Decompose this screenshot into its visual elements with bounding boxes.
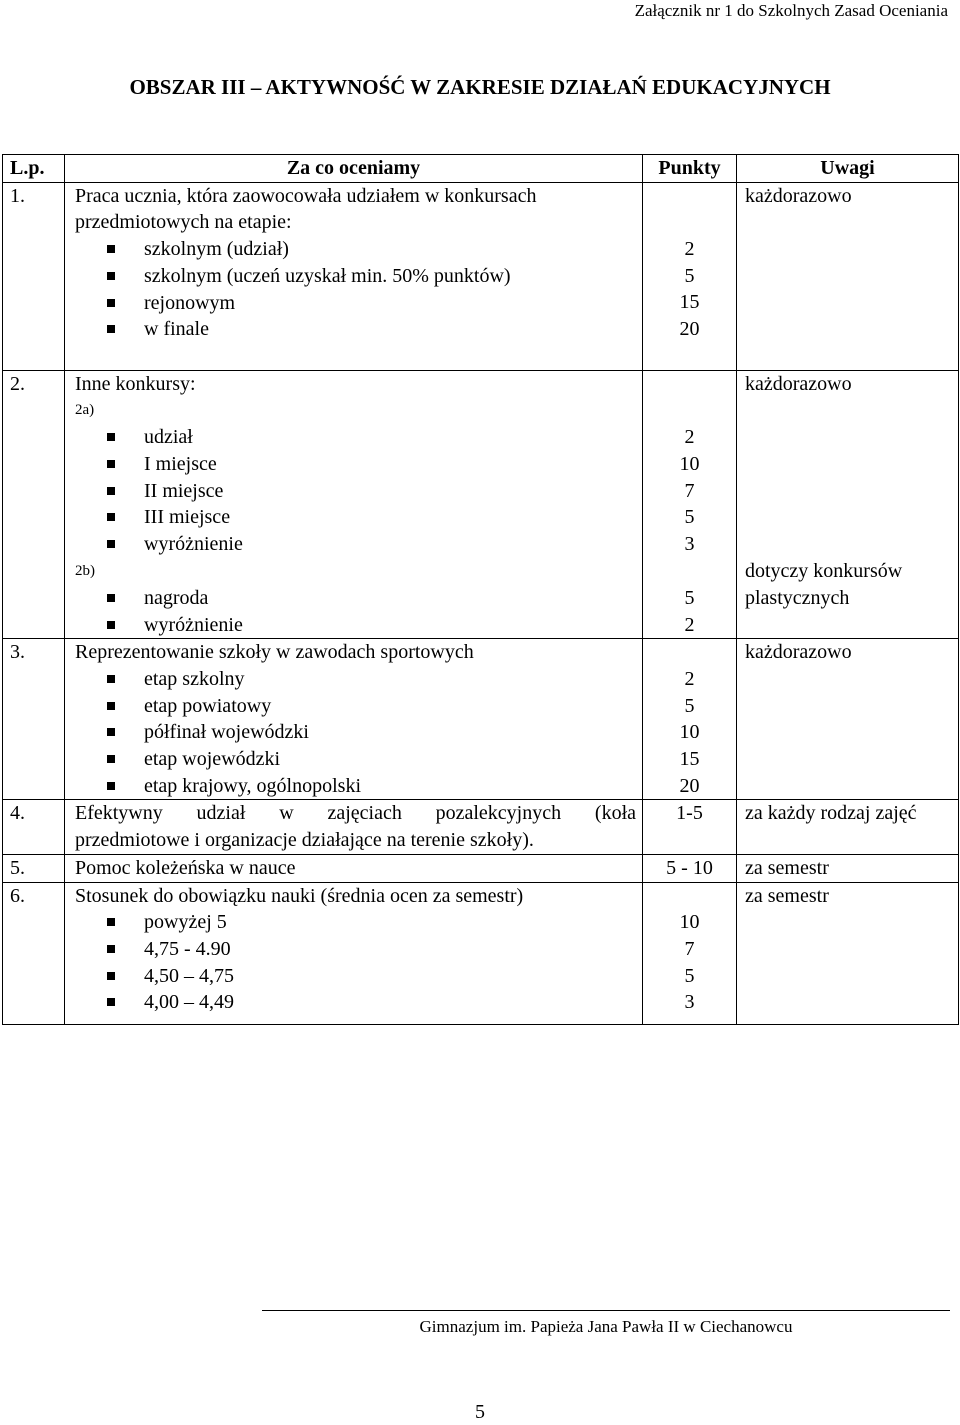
row-points	[643, 370, 737, 639]
note-text: dotyczy konkursów	[745, 560, 903, 583]
table-row	[3, 639, 959, 800]
list-item: rejonowym	[107, 290, 636, 317]
row-points: 5 - 10	[643, 854, 737, 882]
list-item: etap szkolny	[107, 666, 636, 693]
points-value: 15	[679, 291, 700, 314]
criteria-text: przedmiotowe i organizacje działające na terenie szkoły).	[75, 829, 534, 852]
row-points: 1-5	[643, 800, 737, 854]
table-row	[3, 370, 959, 639]
table-header-row	[3, 155, 959, 183]
footer-divider	[262, 1310, 950, 1311]
points-value: 10	[679, 911, 700, 934]
criteria-text: Praca ucznia, która zaowocowała udziałem w konkursach	[75, 184, 537, 207]
row-points	[643, 182, 737, 370]
list-item: szkolnym (uczeń uzyskał min. 50% punktów)	[107, 263, 636, 290]
note-text: plastycznych	[745, 587, 850, 610]
row-criteria	[65, 800, 643, 854]
list-item: 4,00 – 4,49	[107, 989, 636, 1016]
row-notes: za semestr	[737, 882, 959, 1025]
criteria-text: Stosunek do obowiązku nauki (średnia ocen za semestr)	[75, 884, 524, 907]
table-row	[3, 182, 959, 370]
list-item: wyróżnienie	[107, 531, 636, 558]
row-points	[643, 639, 737, 800]
list-item: 4,75 - 4.90	[107, 936, 636, 963]
row-criteria	[65, 370, 643, 639]
row-number: 3.	[3, 639, 65, 800]
row-criteria	[65, 182, 643, 370]
points-value: 2	[684, 667, 695, 690]
points-value: 2	[684, 238, 695, 261]
subsection-label: 2a)	[75, 402, 95, 419]
criteria-list	[75, 236, 636, 343]
points-value: 10	[679, 721, 700, 744]
row-number: 1.	[3, 182, 65, 370]
points-value: 2	[684, 613, 695, 636]
points-value: 5	[684, 264, 695, 287]
document-title: OBSZAR III – AKTYWNOŚĆ W ZAKRESIE DZIAŁAŃ EDUKACYJNYCH	[129, 75, 831, 99]
points-value: 20	[679, 318, 700, 341]
criteria-text: Inne konkursy:	[75, 372, 196, 395]
page-number: 5	[475, 1401, 485, 1423]
row-number: 5.	[3, 854, 65, 882]
points-value: 10	[679, 453, 700, 475]
points-value: 15	[679, 748, 700, 771]
row-criteria	[65, 882, 643, 1025]
points-value: 5	[684, 694, 695, 717]
header-criteria: Za co oceniamy	[65, 155, 643, 183]
table-row	[3, 800, 959, 854]
header-lp: L.p.	[3, 155, 65, 183]
header-notes: Uwagi	[737, 155, 959, 183]
row-notes: każdorazowo	[737, 639, 959, 800]
subsection-label: 2b)	[75, 562, 95, 579]
assessment-table	[2, 154, 959, 1025]
row-criteria: Pomoc koleżeńska w nauce	[65, 854, 643, 882]
list-item: udział	[107, 424, 636, 451]
row-notes: za każdy rodzaj zajęć	[737, 800, 959, 854]
list-item: 4,50 – 4,75	[107, 963, 636, 990]
points-value: 3	[684, 991, 695, 1014]
criteria-text: przedmiotowych na etapie:	[75, 211, 292, 234]
list-item: powyżej 5	[107, 909, 636, 936]
points-value: 5	[684, 964, 695, 987]
attachment-note: Załącznik nr 1 do Szkolnych Zasad Oceniania	[634, 1, 948, 20]
criteria-list	[75, 585, 636, 638]
list-item: III miejsce	[107, 504, 636, 531]
points-value: 5	[684, 506, 695, 529]
criteria-text: Efektywny udział w zajęciach pozalekcyjnych (koła	[75, 802, 636, 825]
table-row	[3, 882, 959, 1025]
points-value: 7	[684, 479, 695, 502]
row-number: 4.	[3, 800, 65, 854]
row-notes: za semestr	[737, 854, 959, 882]
row-points	[643, 882, 737, 1025]
list-item: szkolnym (udział)	[107, 236, 636, 263]
criteria-text: Reprezentowanie szkoły w zawodach sportowych	[75, 641, 474, 664]
points-value: 7	[684, 937, 695, 960]
criteria-list	[75, 909, 636, 1016]
criteria-list	[75, 666, 636, 800]
row-number: 2.	[3, 370, 65, 639]
list-item: wyróżnienie	[107, 612, 636, 639]
row-number: 6.	[3, 882, 65, 1025]
list-item: I miejsce	[107, 451, 636, 478]
list-item: II miejsce	[107, 478, 636, 505]
list-item: półfinał wojewódzki	[107, 719, 636, 746]
footer-school-name: Gimnazjum im. Papieża Jana Pawła II w Ciechanowcu	[419, 1317, 793, 1336]
table-row	[3, 854, 959, 882]
list-item: etap wojewódzki	[107, 746, 636, 773]
list-item: nagroda	[107, 585, 636, 612]
points-value: 3	[684, 533, 695, 556]
points-value: 5	[684, 586, 695, 609]
list-item: etap powiatowy	[107, 693, 636, 720]
header-points: Punkty	[643, 155, 737, 183]
row-notes	[737, 370, 959, 639]
row-notes: każdorazowo	[737, 182, 959, 370]
points-value: 2	[684, 426, 695, 449]
points-value: 20	[679, 774, 700, 797]
list-item: etap krajowy, ogólnopolski	[107, 773, 636, 800]
note-text: każdorazowo	[745, 372, 852, 395]
criteria-list	[75, 424, 636, 558]
list-item: w finale	[107, 316, 636, 343]
row-criteria	[65, 639, 643, 800]
